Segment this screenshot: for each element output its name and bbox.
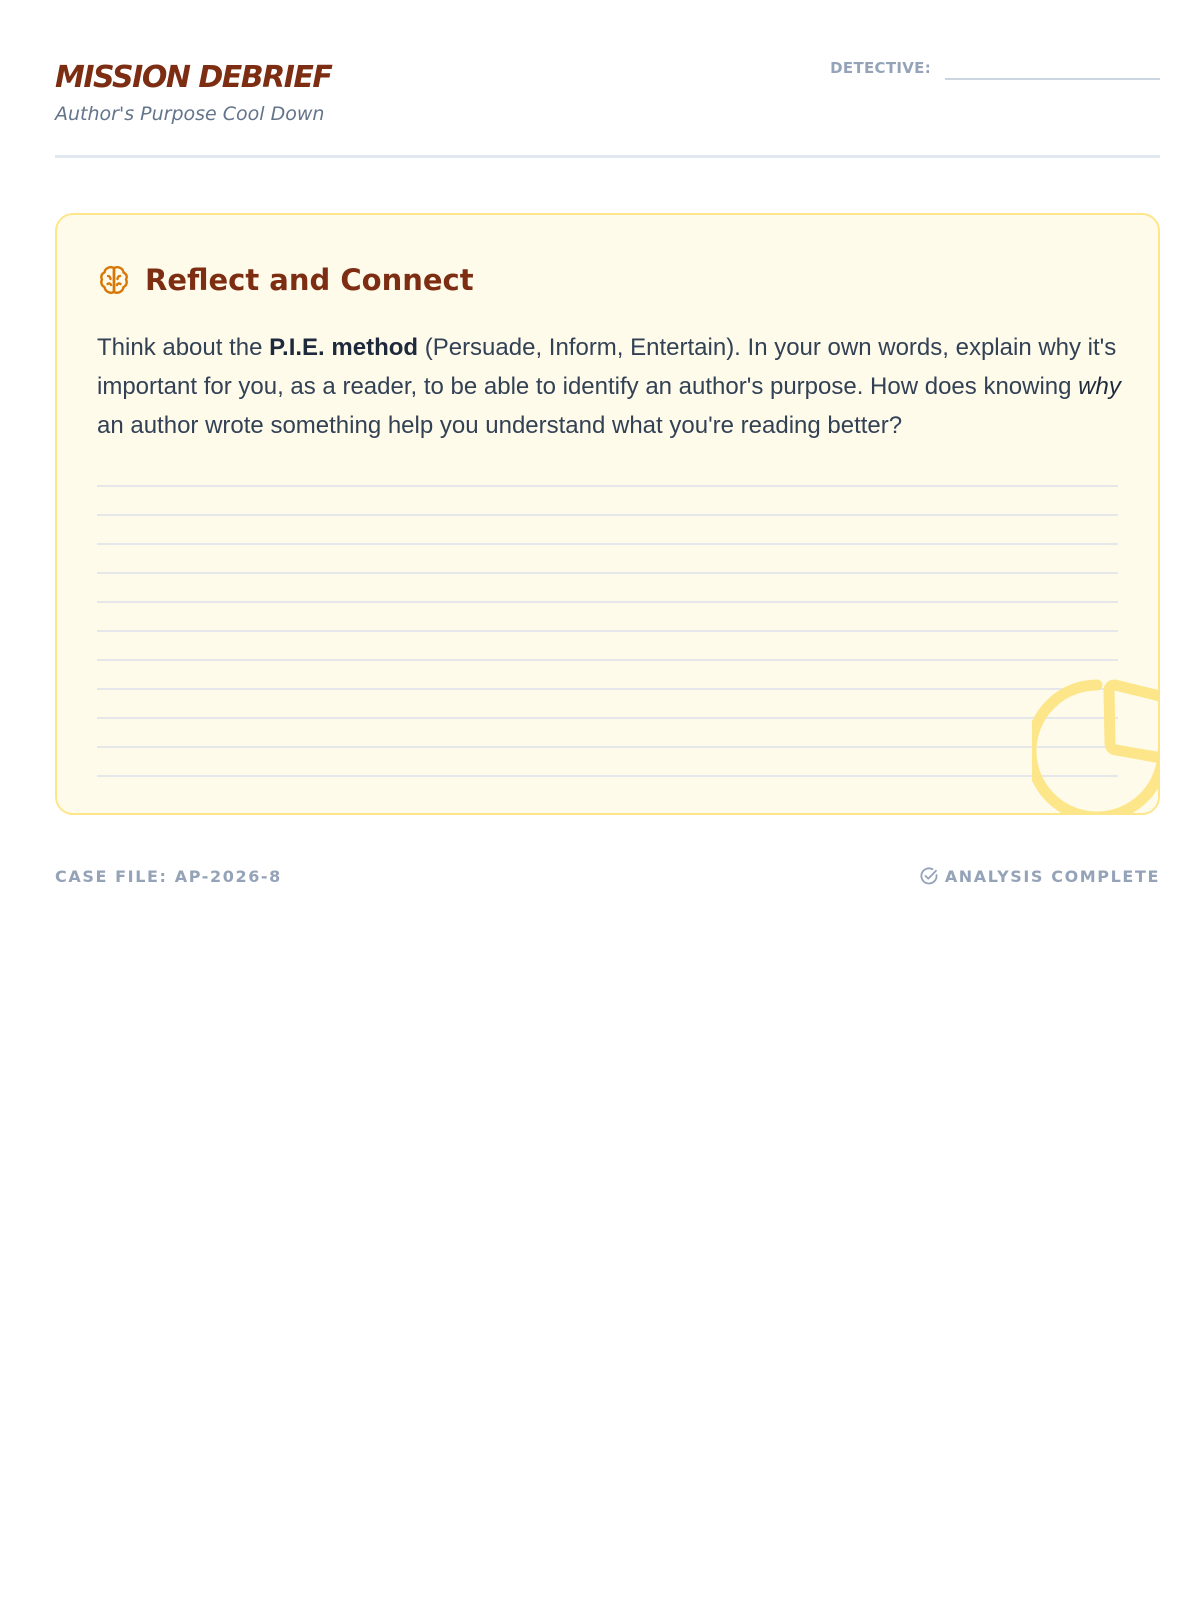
answer-area[interactable] (97, 485, 1118, 804)
card-heading (97, 261, 474, 299)
card-title: Reflect and Connect (145, 263, 474, 297)
answer-line[interactable] (97, 543, 1118, 572)
prompt-text-3: an author wrote something help you understand what you're reading better? (97, 412, 903, 439)
answer-line[interactable] (97, 601, 1118, 630)
answer-line[interactable] (97, 572, 1118, 601)
header (55, 0, 1160, 158)
answer-line[interactable] (97, 659, 1118, 688)
brain-icon (97, 263, 131, 297)
answer-line[interactable] (97, 775, 1118, 804)
case-file-label: CASE FILE: AP-2026-8 (55, 866, 282, 886)
detective-name-field[interactable] (945, 56, 1160, 80)
worksheet-page (55, 0, 1160, 886)
prompt-text-2: (Persuade, Inform, Entertain). In your own words, explain why it's important for you, as a reader, to be able to identify an author's purpose. How does knowing (97, 334, 1117, 400)
answer-line[interactable] (97, 514, 1118, 543)
status-indicator (919, 866, 1160, 886)
reflect-card (55, 213, 1160, 815)
status-label: ANALYSIS COMPLETE (944, 866, 1160, 886)
check-circle-icon (919, 866, 939, 886)
reflection-prompt (97, 328, 1122, 445)
answer-line[interactable] (97, 485, 1118, 514)
prompt-bold-term: P.I.E. method (269, 334, 419, 361)
answer-line[interactable] (97, 746, 1118, 775)
page-title: MISSION DEBRIEF (55, 60, 332, 95)
detective-name-group (830, 56, 1160, 80)
answer-line[interactable] (97, 630, 1118, 659)
footer (55, 866, 1160, 886)
answer-line[interactable] (97, 717, 1118, 746)
prompt-italic-word: why (1078, 373, 1121, 400)
detective-label: DETECTIVE: (830, 59, 931, 77)
prompt-text-1: Think about the (97, 334, 270, 361)
page-subtitle: Author's Purpose Cool Down (55, 103, 325, 125)
pie-chart-icon (1032, 677, 1160, 815)
answer-line[interactable] (97, 688, 1118, 717)
